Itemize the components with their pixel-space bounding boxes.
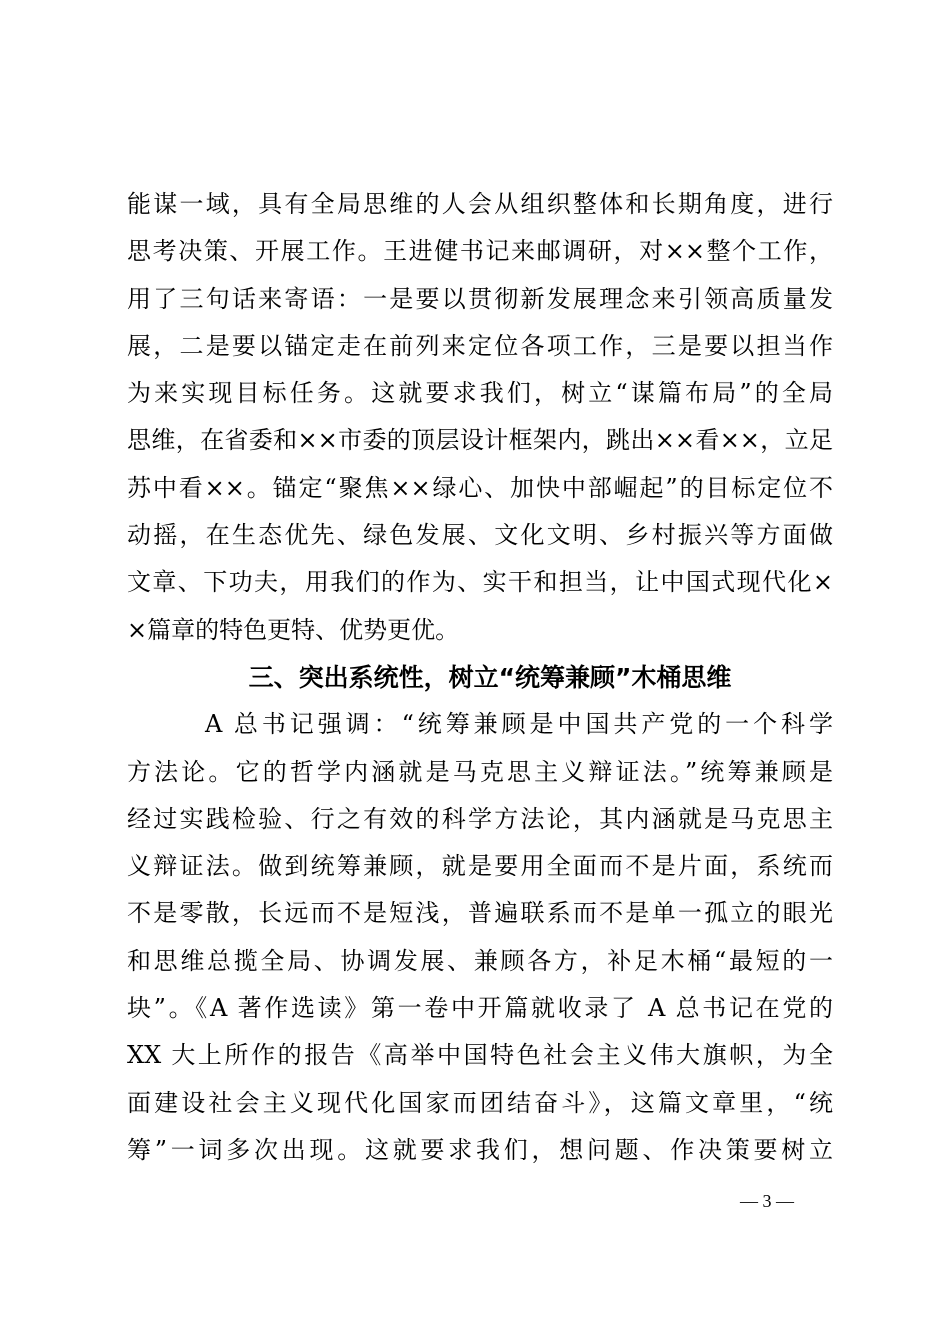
text-line: 思考决策、开展工作。王进健书记来邮调研，对××整个工作， [127, 237, 833, 266]
section-heading: 三、突出系统性，树立“统筹兼顾”木桶思维 [248, 662, 732, 692]
page-number: — 3 — [740, 1191, 794, 1211]
text-line: 用了三句话来寄语：一是要以贯彻新发展理念来引领高质量发 [127, 284, 833, 313]
text-line: 方法论。它的哲学内涵就是马克思主义辩证法。”统筹兼顾是 [127, 757, 833, 786]
text-line: 和思维总揽全局、协调发展、兼顾各方，补足木桶“最短的一 [127, 946, 833, 975]
text-line: 为来实现目标任务。这就要求我们，树立“谋篇布局”的全局 [127, 379, 833, 408]
text-line: 筹”一词多次出现。这就要求我们，想问题、作决策要树立 [127, 1135, 833, 1164]
text-line: 经过实践检验、行之有效的科学方法论，其内涵就是马克思主 [127, 804, 833, 833]
text-line: 展，二是要以锚定走在前列来定位各项工作，三是要以担当作 [127, 331, 833, 360]
text-line: 苏中看××。锚定“聚焦××绿心、加快中部崛起”的目标定位不 [127, 473, 833, 502]
text-line: 思维，在省委和××市委的顶层设计框架内，跳出××看××，立足 [127, 426, 833, 455]
text-line: A 总书记强调：“统筹兼顾是中国共产党的一个科学 [205, 710, 833, 739]
text-line: 动摇，在生态优先、绿色发展、文化文明、乡村振兴等方面做 [127, 521, 833, 550]
paragraph-1 [127, 181, 833, 654]
text-line: 义辩证法。做到统筹兼顾，就是要用全面而不是片面，系统而 [127, 852, 833, 881]
text-line: ×篇章的特色更特、优势更优。 [127, 615, 460, 644]
text-line: 块”。《A 著作选读》第一卷中开篇就收录了 A 总书记在党的 [127, 994, 833, 1023]
paragraph-2 [127, 701, 833, 1174]
document-body [127, 181, 833, 1174]
text-line: 能谋一域，具有全局思维的人会从组织整体和长期角度，进行 [127, 190, 833, 218]
text-line: 不是零散，长远而不是短浅，普遍联系而不是单一孤立的眼光 [127, 899, 833, 928]
text-line: 文章、下功夫，用我们的作为、实干和担当，让中国式现代化× [127, 568, 833, 597]
text-line: 面建设社会主义现代化国家而团结奋斗》，这篇文章里，“统 [127, 1088, 833, 1117]
text-line: XX 大上所作的报告《高举中国特色社会主义伟大旗帜，为全 [127, 1041, 833, 1070]
